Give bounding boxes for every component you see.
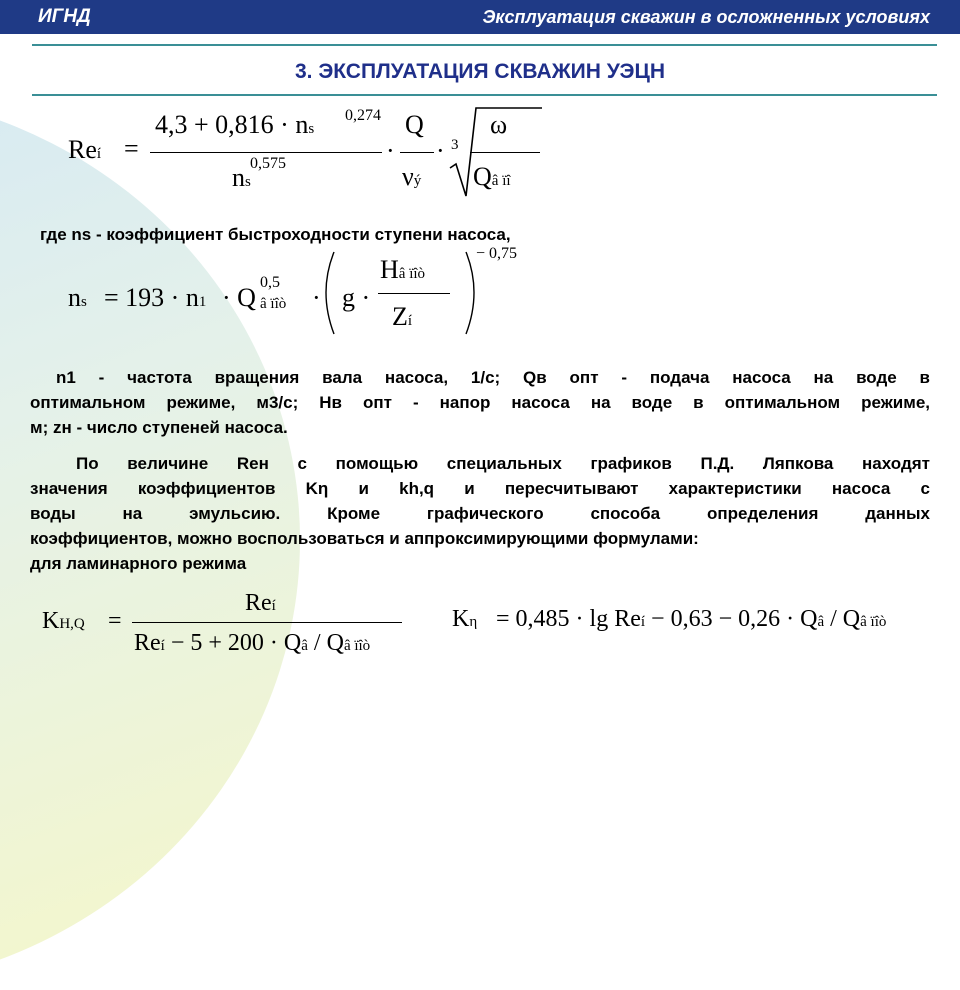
formula-re-num-sub: s: [308, 121, 315, 137]
formula-ns-z: Z: [392, 302, 408, 331]
lyapkov-line-1: По величине Reн с помощью специальных графиков П.Д. Ляпкова находят: [76, 454, 930, 473]
formula-re-lhs-sub: í: [96, 146, 102, 162]
where-ns-text-content: где ns - коэффициент быстроходности ступени насоса,: [40, 225, 511, 244]
param-line-2: оптимальном режиме, м3/с; Нв опт - напор насоса на воде в оптимальном режиме,: [30, 393, 930, 412]
formula-khq-num-sub: í: [271, 598, 276, 614]
formula-re-denominator: n: [232, 163, 245, 192]
formula-khq-lhs: K: [42, 608, 60, 634]
lyapkov-line-3: воды на эмульсию. Кроме графического способа определения данных: [30, 504, 930, 523]
slide-title: 3. ЭКСПЛУАТАЦИЯ СКВАЖИН УЭЦН: [294, 60, 666, 83]
formula-keta-main: = 0,485 · lg Re: [496, 606, 641, 632]
formula-re-lhs: Re: [68, 135, 97, 164]
formula-re-num-exp: 0,274: [345, 107, 381, 124]
parentheses-icon: [322, 250, 482, 340]
formula-khq-den-re-sub: í: [160, 638, 165, 654]
formula-khq-den-mid-sub: â: [301, 638, 308, 654]
formula-ns-dot: ·: [312, 283, 321, 312]
formula-ns-exp: − 0,75: [476, 245, 518, 262]
formula-re-fraction-bar: [150, 152, 382, 153]
formula-re-root-index: 3: [451, 137, 459, 153]
where-ns-text: [40, 222, 740, 247]
param-description: [30, 365, 930, 440]
formula-khq-den-re: Re: [134, 630, 161, 656]
formula-re-nu: ν: [402, 162, 414, 191]
formula-ns-lhs-sub: s: [81, 294, 87, 310]
formula-khq-den-mid: − 5 + 200 · Q: [170, 630, 302, 656]
header-bar: [0, 0, 960, 34]
formula-keta-rest: − 0,63 − 0,26 · Q: [651, 606, 818, 632]
formula-keta-re-sub: í: [640, 614, 646, 630]
formula-ns-q: · Q: [222, 283, 256, 312]
formula-re-nu-sub: ý: [413, 173, 422, 189]
lyapkov-paragraph: [30, 451, 930, 576]
formula-khq-num: Re: [245, 590, 272, 616]
formula-re-dot2: ·: [436, 136, 445, 165]
formula-khq-den-q: Q: [326, 630, 344, 656]
formula-ns-lhs: n: [68, 283, 81, 312]
formula-ns-coef: = 193 · n: [104, 283, 199, 312]
param-line-3: м; zн - число ступеней насоса.: [30, 418, 288, 437]
formula-re-eq: =: [124, 134, 139, 163]
formula-ns-z-sub: í: [407, 313, 413, 329]
formula-re-den-exp: 0,575: [250, 155, 286, 172]
formula-keta-lhs: K: [452, 606, 470, 632]
formula-re-den-sub: s: [245, 174, 251, 190]
header-org: ИГНД: [38, 6, 91, 27]
formula-re-qopt-sub: â ïî: [491, 173, 511, 189]
formula-ns-h-sub: â ïîò: [398, 266, 426, 282]
formula-re-q: Q: [405, 110, 424, 139]
formula-re-qopt: Q: [473, 162, 492, 191]
param-line-1: n1 - частота вращения вала насоса, 1/с; Qв опт - подача насоса на воде в: [56, 368, 930, 387]
formula-re-dot1: ·: [386, 136, 395, 165]
formula-ns-h: H: [380, 255, 399, 284]
formula-ns-q-sub: â ïîò: [260, 296, 287, 312]
formula-ns-n1-sub: 1: [198, 294, 207, 310]
lyapkov-line-2: значения коэффициентов Kη и kh,q и пересчитывают характеристики насоса с: [30, 479, 930, 498]
formula-keta-q-sub: â: [817, 614, 825, 630]
formula-keta-q2-sub: â ïîò: [860, 614, 887, 630]
formula-khq-lhs-sub: H,Q: [59, 616, 85, 632]
title-divider: [32, 94, 937, 96]
formula-ns-q-exp: 0,5: [260, 274, 280, 291]
radical-sign-icon: [448, 104, 548, 200]
formula-keta-lhs-sub: η: [469, 614, 478, 630]
formula-re-omega: ω: [490, 110, 508, 139]
formula-keta-q2: Q: [842, 606, 861, 632]
lyapkov-line-5: для ламинарного режима: [30, 554, 247, 573]
header-course-title: Эксплуатация скважин в осложненных условиях: [482, 7, 930, 27]
formula-khq-den-q-sub: â ïîò: [343, 638, 371, 654]
top-divider: [32, 44, 937, 46]
lyapkov-line-4: коэффициентов, можно воспользоваться и аппроксимирующими формулами:: [30, 529, 699, 548]
formula-re-q-bar: [400, 152, 434, 153]
formula-ns-g: g ·: [342, 283, 371, 312]
formula-khq-fraction-bar: [132, 622, 402, 623]
formula-khq-eq: =: [108, 608, 122, 634]
formula-re-numerator: 4,3 + 0,816 · n: [155, 110, 309, 139]
